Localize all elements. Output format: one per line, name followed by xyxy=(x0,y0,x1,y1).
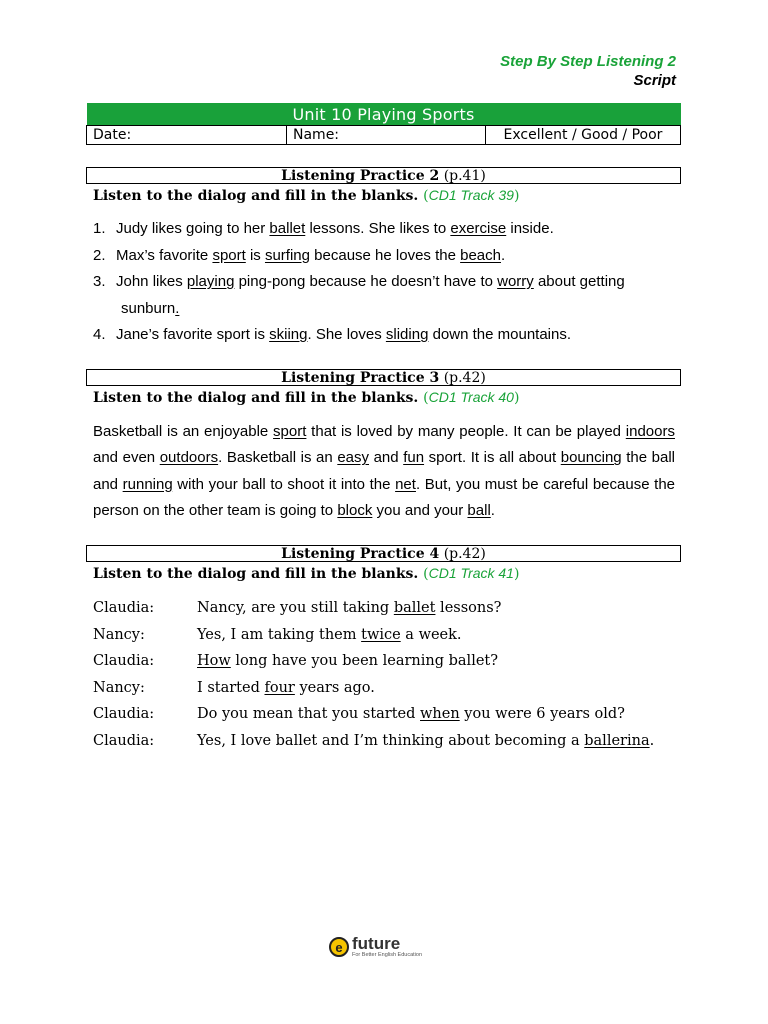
dialog-text xyxy=(197,648,498,675)
document-header xyxy=(500,52,676,90)
track-label: CD1 Track 41 xyxy=(428,565,514,581)
answer-word: four xyxy=(264,679,295,696)
instruction xyxy=(93,564,681,583)
date-field: Date: xyxy=(87,126,287,145)
text-run: you were 6 years old? xyxy=(459,706,625,723)
text-run: a week. xyxy=(400,626,462,643)
text-run: Yes, I am taking them xyxy=(197,626,362,643)
track-paren-close: ) xyxy=(513,188,520,204)
text-run: . She loves xyxy=(307,326,386,343)
section-page: (p.41) xyxy=(443,168,486,184)
item-number: 3. xyxy=(93,273,106,290)
answer-word: outdoors xyxy=(159,449,219,467)
track-label: CD1 Track 39 xyxy=(428,187,514,203)
answer-word: ballet xyxy=(393,600,436,616)
dialog-line xyxy=(93,622,654,649)
answer-word: ballerina xyxy=(584,732,650,749)
logo-tagline: For Better English Education xyxy=(352,952,423,958)
logo-brand: future xyxy=(352,934,401,953)
answer-word: sliding xyxy=(385,326,429,343)
dialog-line xyxy=(93,675,654,702)
text-run: is xyxy=(245,246,265,264)
speaker-name: Claudia: xyxy=(93,653,155,670)
text-run: inside. xyxy=(506,220,554,237)
text-run: lessons? xyxy=(435,600,502,616)
dialog-line xyxy=(93,648,654,675)
dialog-line xyxy=(93,595,654,622)
text-run: lessons. She likes to xyxy=(305,220,451,237)
answer-word: surfing xyxy=(264,246,310,264)
unit-title: Unit 10 Playing Sports xyxy=(87,103,681,126)
section-title: Listening Practice 3 xyxy=(281,370,440,386)
answer-word: beach xyxy=(460,246,501,264)
list-item-continuation xyxy=(93,296,625,323)
text-run: years ago. xyxy=(294,679,375,696)
dialog-text xyxy=(197,595,501,622)
answer-word: playing xyxy=(186,273,235,290)
practice-3-paragraph xyxy=(93,419,675,524)
track-paren-close: ) xyxy=(513,390,520,406)
instruction-text: Listen to the dialog and fill in the blanks. xyxy=(93,188,419,204)
text-run: . Basketball is an xyxy=(218,449,338,467)
answer-word: easy xyxy=(337,449,369,467)
section-title-box xyxy=(86,369,681,386)
section-page: (p.42) xyxy=(443,546,486,562)
item-number: 4. xyxy=(93,326,106,343)
dialog-text xyxy=(197,675,375,702)
text-run: . But, you must be careful because the person on the other team is going to xyxy=(93,475,676,519)
text-run: down the mountains. xyxy=(428,326,572,343)
track-paren-open: ( xyxy=(423,566,429,582)
text-run: . xyxy=(500,246,506,264)
answer-word: indoors xyxy=(625,423,675,440)
text-run: because he loves the xyxy=(310,246,461,264)
dialog-line xyxy=(93,701,654,728)
item-number: 1. xyxy=(93,220,106,237)
speaker-name: Claudia: xyxy=(93,600,155,616)
answer-word: ballet xyxy=(269,220,306,237)
practice-2-header xyxy=(86,167,681,205)
series-title: Step By Step Listening 2 xyxy=(500,53,676,70)
instruction-text: Listen to the dialog and fill in the blanks. xyxy=(93,566,419,582)
answer-word: block xyxy=(337,501,373,519)
name-field: Name: xyxy=(287,126,486,145)
text-run: ping-pong because he doesn’t have to xyxy=(234,273,498,290)
rating-field: Excellent / Good / Poor xyxy=(486,126,681,145)
item-text xyxy=(116,322,571,349)
item-number: 2. xyxy=(93,246,106,264)
text-run: Basketball is an enjoyable xyxy=(93,423,274,440)
section-page: (p.42) xyxy=(443,370,486,386)
answer-word: net xyxy=(395,475,416,493)
logo-e-icon: e xyxy=(329,937,349,957)
track-paren-open: ( xyxy=(423,188,429,204)
text-run: sport. It is all about xyxy=(424,449,561,467)
answer-word: exercise xyxy=(450,220,507,237)
section-title: Listening Practice 2 xyxy=(281,168,440,184)
answer-word: bouncing xyxy=(560,449,622,467)
instruction xyxy=(93,186,681,205)
script-label: Script xyxy=(633,72,676,89)
text-run: and even xyxy=(93,449,160,467)
text-run: that is loved by many people. It can be played xyxy=(306,423,626,440)
text-run: . xyxy=(490,501,495,519)
unit-header-table xyxy=(86,103,681,145)
track-paren-close: ) xyxy=(513,566,520,582)
text-run: Judy likes going to her xyxy=(116,220,270,237)
efuture-logo xyxy=(329,935,422,959)
list-item xyxy=(93,243,625,270)
answer-word: twice xyxy=(361,626,401,643)
text-run: John likes xyxy=(116,273,187,290)
text-run: with your ball to shoot it into the xyxy=(172,475,396,493)
text-run: Nancy, are you still taking xyxy=(197,600,394,616)
practice-4-dialog xyxy=(93,595,654,755)
dialog-text xyxy=(197,728,654,755)
track-label: CD1 Track 40 xyxy=(428,389,514,405)
section-title-box xyxy=(86,545,681,562)
text-run: Jane’s favorite sport is xyxy=(116,326,270,343)
text-run: sunburn xyxy=(121,299,176,317)
instruction-text: Listen to the dialog and fill in the blanks. xyxy=(93,390,419,406)
text-run: and xyxy=(369,449,404,467)
dialog-line xyxy=(93,728,654,755)
text-run: Max’s favorite xyxy=(116,246,213,264)
item-text xyxy=(116,216,554,243)
dialog-text xyxy=(197,701,625,728)
text-run: you and your xyxy=(372,501,468,519)
speaker-name: Nancy: xyxy=(93,679,145,696)
answer-word: worry xyxy=(497,273,534,290)
practice-4-header xyxy=(86,545,681,583)
instruction xyxy=(93,388,681,407)
speaker-name: Claudia: xyxy=(93,732,155,749)
text-run: the ball and xyxy=(93,449,675,493)
text-run: about getting xyxy=(533,273,625,290)
list-item xyxy=(93,322,625,349)
list-item xyxy=(93,216,625,243)
answer-word: How xyxy=(197,653,231,670)
text-run: . xyxy=(649,732,655,749)
answer-word: skiing xyxy=(269,326,308,343)
answer-word: running xyxy=(122,475,173,493)
item-text xyxy=(116,243,505,270)
text-run: Do you mean that you started xyxy=(197,706,421,723)
answer-word: fun xyxy=(403,449,425,467)
track-paren-open: ( xyxy=(423,390,429,406)
text-run: Yes, I love ballet and I’m thinking about becoming a xyxy=(197,732,585,749)
speaker-name: Claudia: xyxy=(93,706,155,723)
item-text xyxy=(116,269,625,296)
speaker-name: Nancy: xyxy=(93,626,145,643)
section-title: Listening Practice 4 xyxy=(281,546,440,562)
practice-3-header xyxy=(86,369,681,407)
text-run: I started xyxy=(197,679,265,696)
answer-word: ball xyxy=(467,501,491,519)
section-title-box xyxy=(86,167,681,184)
answer-word: sport xyxy=(273,423,307,440)
text-run: long have you been learning ballet? xyxy=(230,653,499,670)
list-item xyxy=(93,269,625,296)
practice-2-list xyxy=(93,216,625,349)
answer-word: when xyxy=(420,706,460,723)
answer-word: sport xyxy=(212,246,246,264)
answer-word: . xyxy=(175,299,180,317)
dialog-text xyxy=(197,622,462,649)
